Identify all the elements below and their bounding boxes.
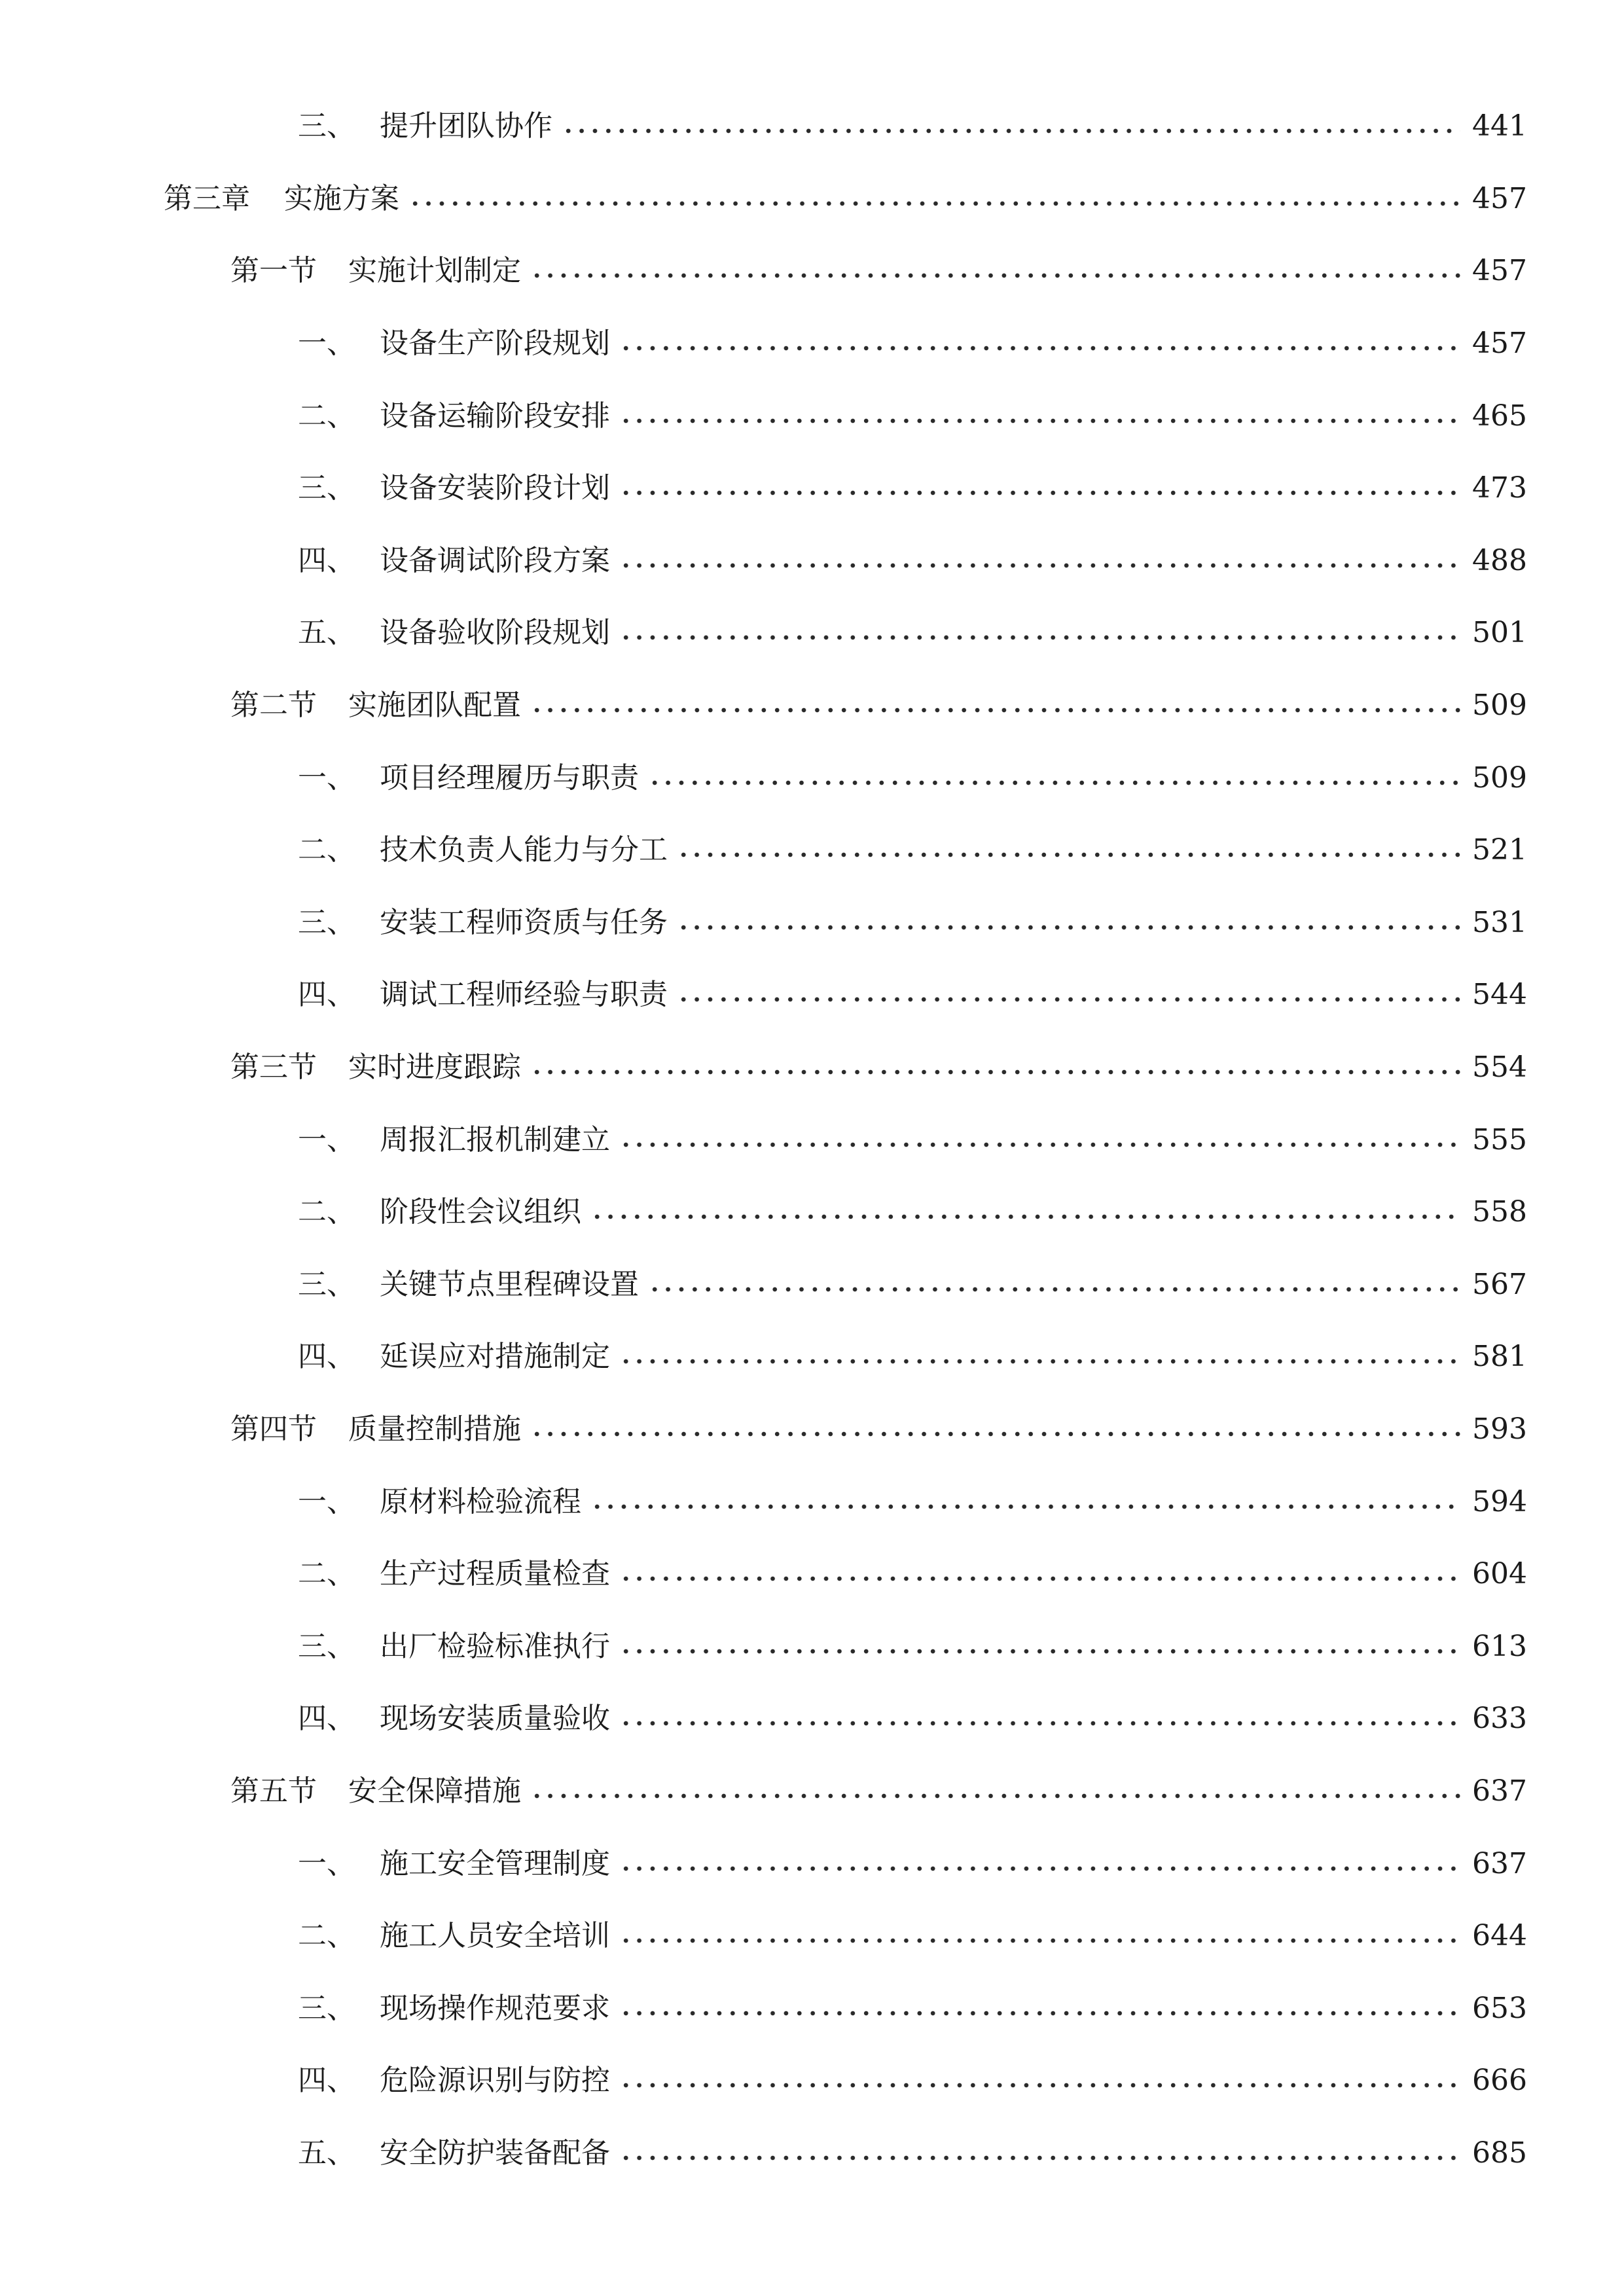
toc-entry-title: 质量控制措施 — [348, 1412, 521, 1446]
toc-page-number: 457 — [1472, 254, 1527, 288]
toc-entry-title: 现场操作规范要求 — [380, 1991, 610, 2025]
dot-leader — [677, 995, 1460, 1004]
toc-entry-number: 第五节 — [230, 1774, 317, 1808]
toc-page-number: 666 — [1472, 2064, 1527, 2098]
toc-page-number: 473 — [1472, 471, 1527, 505]
toc-entry-title: 周报汇报机制建立 — [380, 1122, 610, 1157]
toc-section-entry[interactable] — [0, 235, 1624, 308]
toc-entry-number: 四、 — [298, 1702, 355, 1736]
dot-leader — [619, 1719, 1460, 1728]
toc-page-number: 644 — [1472, 1919, 1527, 1953]
toc-entry-number: 二、 — [298, 1195, 355, 1229]
dot-leader — [530, 706, 1460, 715]
toc-section-entry[interactable] — [0, 1031, 1624, 1104]
dot-leader — [619, 2009, 1460, 2018]
toc-page-number: 441 — [1472, 109, 1527, 143]
toc-entry-number: 二、 — [298, 833, 355, 867]
toc-entry-title: 设备安装阶段计划 — [380, 471, 610, 505]
toc-entry-number: 一、 — [298, 761, 355, 795]
toc-entry-title: 设备验收阶段规划 — [380, 616, 610, 650]
toc-page-number: 581 — [1472, 1340, 1527, 1374]
toc-page-number: 554 — [1472, 1050, 1527, 1085]
toc-entry-number: 二、 — [298, 1919, 355, 1953]
toc-entry-title: 实施方案 — [284, 181, 399, 215]
dot-leader — [619, 1936, 1460, 1945]
table-of-contents — [0, 90, 1624, 2189]
toc-entry-title: 危险源识别与防控 — [380, 2064, 610, 2098]
dot-leader — [619, 2153, 1460, 2162]
toc-subsection-entry[interactable] — [0, 1465, 1624, 1538]
toc-page-number: 637 — [1472, 1774, 1527, 1808]
dot-leader — [619, 633, 1460, 642]
dot-leader — [619, 1647, 1460, 1656]
toc-entry-title: 生产过程质量检查 — [380, 1557, 610, 1591]
toc-page-number: 555 — [1472, 1122, 1527, 1157]
toc-entry-number: 四、 — [298, 543, 355, 577]
toc-entry-number: 三、 — [298, 905, 355, 939]
toc-page-number: 633 — [1472, 1702, 1527, 1736]
dot-leader — [530, 1067, 1460, 1077]
toc-page-number: 544 — [1472, 978, 1527, 1012]
dot-leader — [590, 1502, 1460, 1511]
dot-leader — [677, 923, 1460, 932]
toc-entry-title: 实施团队配置 — [348, 689, 521, 723]
dot-leader — [619, 344, 1460, 353]
toc-page-number: 531 — [1472, 905, 1527, 939]
toc-subsection-entry[interactable] — [0, 2117, 1624, 2190]
dot-leader — [530, 271, 1460, 280]
dot-leader — [619, 416, 1460, 425]
toc-entry-title: 调试工程师经验与职责 — [380, 978, 668, 1012]
toc-entry-number: 四、 — [298, 2064, 355, 2098]
toc-entry-title: 阶段性会议组织 — [380, 1195, 581, 1229]
toc-entry-number: 五、 — [298, 2136, 355, 2170]
toc-subsection-entry[interactable] — [0, 1321, 1624, 1393]
toc-entry-title: 项目经理履历与职责 — [380, 761, 639, 795]
toc-entry-title: 现场安装质量验收 — [380, 1702, 610, 1736]
toc-page-number: 457 — [1472, 181, 1527, 215]
toc-page-number: 567 — [1472, 1267, 1527, 1301]
toc-page-number: 558 — [1472, 1195, 1527, 1229]
toc-subsection-entry[interactable] — [0, 1827, 1624, 1900]
toc-page-number: 509 — [1472, 761, 1527, 795]
toc-entry-title: 安装工程师资质与任务 — [380, 905, 668, 939]
toc-entry-number: 第三章 — [164, 181, 250, 215]
dot-leader — [530, 1791, 1460, 1801]
toc-entry-title: 关键节点里程碑设置 — [380, 1267, 639, 1301]
toc-entry-number: 三、 — [298, 1991, 355, 2025]
toc-entry-number: 二、 — [298, 399, 355, 433]
dot-leader — [648, 778, 1460, 787]
toc-entry-title: 原材料检验流程 — [380, 1484, 581, 1518]
toc-subsection-entry[interactable] — [0, 887, 1624, 960]
toc-page-number: 604 — [1472, 1557, 1527, 1591]
toc-entry-title: 安全保障措施 — [348, 1774, 521, 1808]
dot-leader — [562, 126, 1460, 135]
dot-leader — [619, 561, 1460, 570]
dot-leader — [677, 850, 1460, 859]
toc-subsection-entry[interactable] — [0, 742, 1624, 814]
dot-leader — [590, 1212, 1460, 1221]
dot-leader — [408, 199, 1460, 208]
dot-leader — [619, 2081, 1460, 2090]
toc-page-number: 594 — [1472, 1484, 1527, 1518]
toc-page-number: 685 — [1472, 2136, 1527, 2170]
toc-page-number: 613 — [1472, 1629, 1527, 1663]
toc-entry-number: 三、 — [298, 1629, 355, 1663]
toc-subsection-entry[interactable] — [0, 1900, 1624, 1973]
toc-entry-title: 延误应对措施制定 — [380, 1340, 610, 1374]
toc-subsection-entry[interactable] — [0, 1610, 1624, 1683]
toc-entry-number: 第三节 — [230, 1050, 317, 1085]
toc-page-number: 653 — [1472, 1991, 1527, 2025]
dot-leader — [619, 1864, 1460, 1873]
dot-leader — [619, 1357, 1460, 1366]
toc-subsection-entry[interactable] — [0, 1249, 1624, 1321]
toc-entry-number: 一、 — [298, 327, 355, 361]
toc-entry-title: 实时进度跟踪 — [348, 1050, 521, 1085]
toc-entry-number: 二、 — [298, 1557, 355, 1591]
toc-entry-number: 第一节 — [230, 254, 317, 288]
toc-page-number: 501 — [1472, 616, 1527, 650]
toc-subsection-entry[interactable] — [0, 525, 1624, 598]
toc-subsection-entry[interactable] — [0, 959, 1624, 1031]
toc-entry-number: 五、 — [298, 616, 355, 650]
toc-entry-title: 设备调试阶段方案 — [380, 543, 610, 577]
toc-section-entry[interactable] — [0, 670, 1624, 742]
toc-page-number: 465 — [1472, 399, 1527, 433]
toc-entry-number: 三、 — [298, 109, 355, 143]
toc-subsection-entry[interactable] — [0, 1538, 1624, 1611]
toc-section-entry[interactable] — [0, 1393, 1624, 1466]
toc-subsection-entry[interactable] — [0, 1972, 1624, 2045]
dot-leader — [648, 1285, 1460, 1294]
toc-entry-number: 三、 — [298, 471, 355, 505]
toc-entry-title: 提升团队协作 — [380, 109, 552, 143]
dot-leader — [619, 1574, 1460, 1583]
dot-leader — [619, 1140, 1460, 1149]
toc-page-number: 509 — [1472, 689, 1527, 723]
toc-subsection-entry[interactable] — [0, 597, 1624, 670]
toc-page-number: 521 — [1472, 833, 1527, 867]
toc-entry-title: 设备生产阶段规划 — [380, 327, 610, 361]
toc-entry-number: 第四节 — [230, 1412, 317, 1446]
toc-page-number: 637 — [1472, 1846, 1527, 1880]
toc-subsection-entry[interactable] — [0, 452, 1624, 525]
toc-entry-number: 四、 — [298, 978, 355, 1012]
dot-leader — [530, 1429, 1460, 1439]
toc-subsection-entry[interactable] — [0, 2045, 1624, 2117]
toc-subsection-entry[interactable] — [0, 1103, 1624, 1176]
toc-entry-title: 施工人员安全培训 — [380, 1919, 610, 1953]
toc-chapter-entry[interactable] — [0, 163, 1624, 236]
toc-section-entry[interactable] — [0, 1755, 1624, 1828]
toc-entry-number: 一、 — [298, 1122, 355, 1157]
toc-entry-title: 安全防护装备配备 — [380, 2136, 610, 2170]
toc-subsection-entry[interactable] — [0, 380, 1624, 452]
toc-entry-title: 出厂检验标准执行 — [380, 1629, 610, 1663]
toc-entry-number: 四、 — [298, 1340, 355, 1374]
dot-leader — [619, 488, 1460, 497]
toc-page-number: 488 — [1472, 543, 1527, 577]
toc-entry-title: 施工安全管理制度 — [380, 1846, 610, 1880]
toc-entry-title: 技术负责人能力与分工 — [380, 833, 668, 867]
toc-subsection-entry[interactable] — [0, 1176, 1624, 1249]
toc-entry-number: 一、 — [298, 1484, 355, 1518]
toc-entry-title: 设备运输阶段安排 — [380, 399, 610, 433]
toc-page-number: 593 — [1472, 1412, 1527, 1446]
toc-entry-number: 三、 — [298, 1267, 355, 1301]
toc-entry-number: 一、 — [298, 1846, 355, 1880]
toc-page-number: 457 — [1472, 327, 1527, 361]
toc-subsection-entry[interactable] — [0, 90, 1624, 163]
toc-subsection-entry[interactable] — [0, 814, 1624, 887]
toc-entry-title: 实施计划制定 — [348, 254, 521, 288]
toc-entry-number: 第二节 — [230, 689, 317, 723]
toc-subsection-entry[interactable] — [0, 1683, 1624, 1755]
toc-subsection-entry[interactable] — [0, 308, 1624, 380]
